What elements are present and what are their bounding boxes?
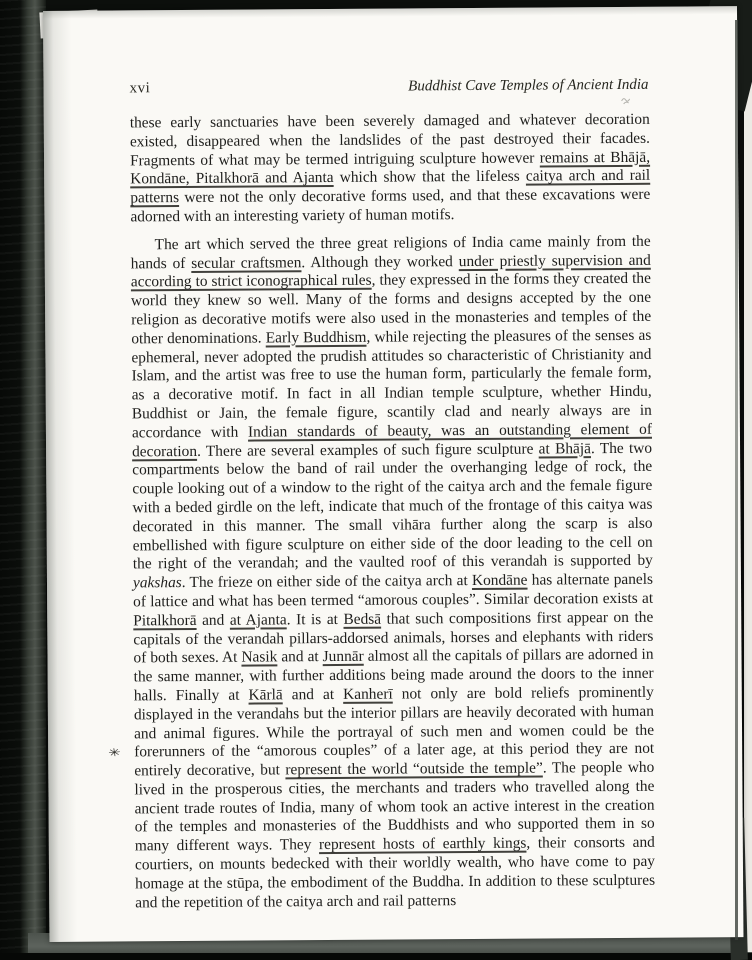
underlined-phrase: Kārlā [248, 686, 283, 704]
body-text: . The two compartments below the band of rail under the overhanging ledge of rock, the couple looking out of a window to the right of the caitya arch and the female figure with a beded girdle on the left, indicate that much of the frontage of this caitya was decorated in this manner. The small vihāra further along the scarp is also embellished with figure sculpture on either side of the door leading to the cell on the right of the verandah; and the vaulted roof of this verandah is supported by [132, 439, 653, 573]
underlined-phrase: Pitalkhorā [133, 611, 197, 630]
body-text: were not the only decorative forms used, and that these excavations were adorned with an interesting variety of human motifs. [130, 185, 651, 226]
body-text: . The people who lived in the prosperous cities, the merchants and traders who travelled along the ancient trade routes of India, many of whom took an active interest in the creation of the temples and monasteries of the Buddhists and who supported them in so many different ways. They [134, 758, 655, 855]
underlined-phrase: Junnār [322, 648, 364, 666]
body-text: . The frieze on either side of the caitya arch at [181, 572, 472, 592]
underlined-phrase: at Bhājā [538, 439, 592, 458]
underlined-phrase: Kanherī [343, 685, 393, 703]
underlined-phrase: secular craftsmen [191, 253, 302, 272]
page-left-shadow [43, 11, 79, 942]
page-edge-line [735, 20, 738, 940]
underlined-phrase: caitya arch and rail patterns [130, 167, 651, 207]
paragraph-2 [131, 233, 656, 913]
underlined-phrase: Nasik [241, 648, 278, 666]
underlined-phrase: Kondāne [471, 571, 528, 590]
underlined-phrase: remains at Bhājā, Kondāne, Pitalkhorā and Ajanta [130, 148, 651, 188]
running-title: Buddhist Cave Temples of Ancient India [408, 76, 649, 95]
page-header [129, 77, 648, 98]
text-block [130, 111, 656, 913]
body-text: not only are bold reliefs prominently displayed in the verandahs but the interior pillars are heavily decorated with human and animal figures. While the portrayal of such men and women could be the forerunners of the “amorous couples” of a later age, at this period they are not entirely decorative, but [133, 683, 655, 780]
italic-phrase: yakshas [132, 574, 182, 592]
body-text: , they expressed in the forms they created the world they knew so well. Many of the forms and designs accepted by the one religion as decorative motifs were also used in the monasteries and temples of the other denominations. [130, 270, 652, 348]
body-text: that such compositions first appear on the capitals of the verandah pillars-addorsed animals, horses and elephants with riders of both sexes. At [133, 608, 654, 667]
body-text: which show that the lifeless [333, 168, 526, 187]
body-text: . It is at [286, 610, 344, 629]
body-text: The art which served the three great religions of India came mainly from the hands of [130, 232, 651, 272]
body-text: . There are several examples of such figure sculpture [196, 440, 539, 460]
body-text: . Although they worked [301, 252, 459, 271]
underlined-phrase: represent hosts of earthly kings [318, 834, 527, 854]
scan-bottom-edge [0, 953, 752, 960]
body-text: these early sanctuaries have been severely damaged and whatever decoration existed, disappeared when the landslides of the past destroyed their facades. Fragments of what may be termed intriguing sculpture however [129, 110, 650, 169]
body-text: almost all the capitals of pillars are adorned in the same manner, with further additions being made around the doors to the inner halls. Finally at [133, 646, 654, 705]
book-spine-strip [0, 0, 46, 960]
underlined-phrase: Bedsā [343, 610, 382, 628]
underlined-phrase: Early Buddhism [265, 328, 367, 347]
margin-asterisk-mark: ✳ [107, 745, 122, 760]
body-text: , while rejecting the pleasures of the senses as ephemeral, never adopted the prudish attitudes so characteristic of Christianity and Islam, and the artist was free to use the human form, particularly the female form, as a decorative motif. In fact in all Indian temple sculpture, whether Hindu, Buddhist or Jain, the female figure, scantily clad and nearly always are in accordance with [131, 326, 652, 442]
body-text: has alternate panels of lattice and what has been termed “amorous couples”. Similar decoration exists at [133, 570, 654, 611]
body-text: and at [282, 685, 344, 704]
pencil-scribble-mark [620, 95, 634, 105]
next-page-sliver [744, 42, 752, 952]
page-number: xvi [129, 80, 151, 97]
scanned-book-page [43, 6, 743, 942]
body-text: and at [277, 648, 323, 666]
underlined-phrase: represent the world “outside the temple” [285, 759, 543, 779]
underlined-phrase: at Ajanta [229, 611, 287, 629]
body-text: and [196, 611, 230, 629]
paragraph-1 [130, 111, 651, 227]
body-text: , their consorts and courtiers, on mounts bedecked with their worldly wealth, who have come to pay homage at the stūpa, the embodiment of the Buddha. In addition to these sculptures and the repetition of the caitya arch and rail patterns [134, 834, 656, 912]
underlined-phrase: under priestly supervision and according to strict iconographical rules [130, 251, 651, 291]
underlined-phrase: Indian standards of beauty, was an outstanding element of decoration [132, 420, 652, 460]
